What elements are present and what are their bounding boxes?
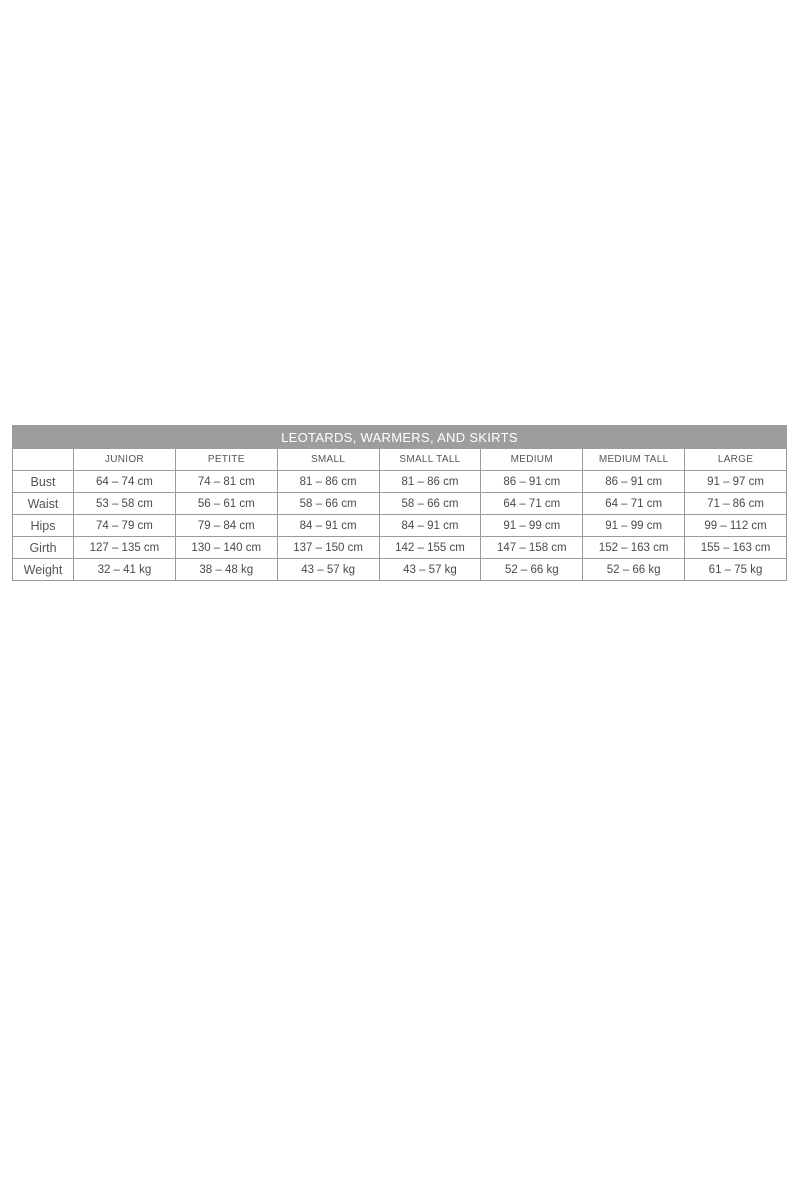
table-row-hips [13, 515, 787, 537]
table-cell: 53 – 58 cm [74, 493, 176, 515]
table-cell: 137 – 150 cm [277, 537, 379, 559]
column-header-junior: JUNIOR [74, 449, 176, 471]
table-row-bust [13, 471, 787, 493]
column-header-small-tall: SMALL TALL [379, 449, 481, 471]
table-cell: 58 – 66 cm [277, 493, 379, 515]
table-cell: 58 – 66 cm [379, 493, 481, 515]
table-cell: 152 – 163 cm [583, 537, 685, 559]
column-header-petite: PETITE [175, 449, 277, 471]
column-header-small: SMALL [277, 449, 379, 471]
table-row-waist [13, 493, 787, 515]
table-cell: 64 – 71 cm [481, 493, 583, 515]
table-cell: 74 – 79 cm [74, 515, 176, 537]
table-cell: 86 – 91 cm [481, 471, 583, 493]
table-cell: 147 – 158 cm [481, 537, 583, 559]
size-chart-table [12, 425, 787, 581]
table-cell: 64 – 71 cm [583, 493, 685, 515]
column-header-medium: MEDIUM [481, 449, 583, 471]
table-cell: 91 – 99 cm [583, 515, 685, 537]
row-label: Girth [13, 537, 74, 559]
table-row-girth [13, 537, 787, 559]
table-cell: 155 – 163 cm [685, 537, 787, 559]
table-title: LEOTARDS, WARMERS, AND SKIRTS [13, 426, 787, 449]
table-cell: 56 – 61 cm [175, 493, 277, 515]
table-cell: 84 – 91 cm [277, 515, 379, 537]
column-header-large: LARGE [685, 449, 787, 471]
table-cell: 43 – 57 kg [379, 559, 481, 581]
table-cell: 71 – 86 cm [685, 493, 787, 515]
column-header-empty [13, 449, 74, 471]
table-cell: 38 – 48 kg [175, 559, 277, 581]
row-label: Waist [13, 493, 74, 515]
table-cell: 79 – 84 cm [175, 515, 277, 537]
table-title-row [13, 426, 787, 449]
table-cell: 84 – 91 cm [379, 515, 481, 537]
table-cell: 91 – 97 cm [685, 471, 787, 493]
table-cell: 86 – 91 cm [583, 471, 685, 493]
table-cell: 130 – 140 cm [175, 537, 277, 559]
table-cell: 81 – 86 cm [277, 471, 379, 493]
table-cell: 142 – 155 cm [379, 537, 481, 559]
table-cell: 91 – 99 cm [481, 515, 583, 537]
column-header-row [13, 449, 787, 471]
table-cell: 64 – 74 cm [74, 471, 176, 493]
table-cell: 81 – 86 cm [379, 471, 481, 493]
row-label: Bust [13, 471, 74, 493]
table-cell: 52 – 66 kg [583, 559, 685, 581]
table-cell: 43 – 57 kg [277, 559, 379, 581]
column-header-medium-tall: MEDIUM TALL [583, 449, 685, 471]
table-cell: 32 – 41 kg [74, 559, 176, 581]
table-row-weight [13, 559, 787, 581]
table-cell: 52 – 66 kg [481, 559, 583, 581]
row-label: Weight [13, 559, 74, 581]
table-cell: 99 – 112 cm [685, 515, 787, 537]
table-cell: 127 – 135 cm [74, 537, 176, 559]
row-label: Hips [13, 515, 74, 537]
table-cell: 61 – 75 kg [685, 559, 787, 581]
table-cell: 74 – 81 cm [175, 471, 277, 493]
